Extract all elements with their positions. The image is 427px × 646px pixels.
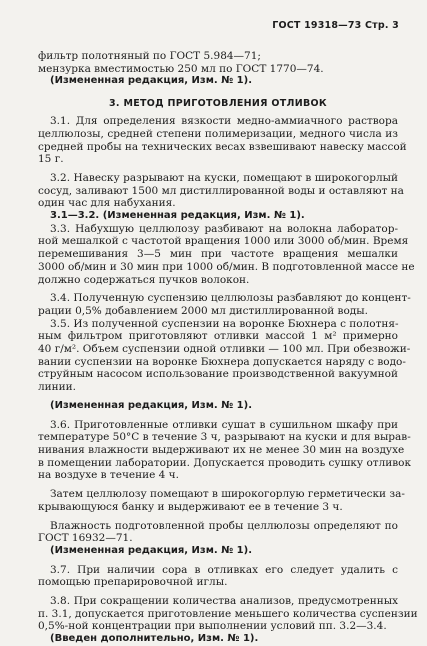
page-header: ГОСТ 19318—73 Стр. 3	[272, 20, 399, 31]
section-heading: 3. МЕТОД ПРИГОТОВЛЕНИЯ ОТЛИВОК	[109, 98, 327, 110]
amendment-note: (Измененная редакция, Изм. № 1).	[50, 544, 253, 556]
text-line: температуре 50°C в течение 3 ч, разрывают на куски и для вырав-	[38, 431, 411, 444]
text-line: 3.3. Набухшую целлюлозу разбивают на волокна лаборатор-	[50, 222, 398, 235]
text-line: 3000 об/мин и 30 мин при 1000 об/мин. В подготовленной массе не	[38, 260, 415, 273]
amendment-note: (Измененная редакция, Изм. № 1).	[50, 75, 253, 87]
text-line: один час для набухания.	[38, 197, 176, 210]
text-line: Затем целлюлозу помещают в широкогорлую герметически за-	[50, 488, 405, 501]
text-line: средней пробы на технических весах взвешивают навеску массой	[38, 140, 407, 153]
text-line: 3.6. Приготовленные отливки сушат в сушильном шкафу при	[50, 418, 398, 431]
text-line: 3.1. Для определения вязкости медно-аммиачного раствора	[50, 115, 398, 128]
text-line: линии.	[38, 381, 77, 394]
text-line: крывающуюся банку и выдерживают ее в течение 3 ч.	[38, 500, 343, 513]
document-body	[38, 50, 418, 646]
text-line: должно содержаться пучков волокон.	[38, 273, 250, 286]
text-line: фильтр полотняный по ГОСТ 5.984—71;	[38, 50, 261, 62]
amendment-note: (Измененная редакция, Изм. № 1).	[50, 399, 253, 411]
amendment-note: (Введен дополнительно, Изм. № 1).	[50, 633, 259, 645]
text-line: на воздухе в течение 4 ч.	[38, 469, 179, 482]
text-line: 3.5. Из полученной суспензии на воронке Бюхнера с полотня-	[50, 317, 399, 330]
text-line: 3.8. При сокращении количества анализов, предусмотренных	[50, 595, 398, 608]
text-line: 15 г.	[38, 153, 64, 166]
text-line: перемешивания 3—5 мин при частоте вращения мешалки	[38, 248, 398, 261]
text-line: 40 г/м². Объем суспензии одной отливки — 100 мл. При обезвожи-	[38, 343, 411, 356]
text-line: 3.7. При наличии сора в отливках его следует удалить с	[50, 563, 398, 576]
text-line: п. 3.1, допускается приготовление меньшего количества суспензии	[38, 607, 418, 620]
amendment-note: 3.1—3.2. (Измененная редакция, Изм. № 1).	[50, 210, 305, 222]
text-line: помощью препарировочной иглы.	[38, 576, 228, 589]
text-line: ГОСТ 16932—71.	[38, 532, 133, 545]
text-line: нивания влажности выдерживают их не менее 30 мин на воздухе	[38, 443, 405, 456]
text-line: мензурка вместимостью 250 мл по ГОСТ 1770—74.	[38, 62, 324, 75]
text-line: Влажность подготовленной пробы целлюлозы определяют по	[50, 519, 398, 532]
text-line: вании суспензии на воронке Бюхнера допускается наряду с водо-	[38, 355, 406, 368]
text-line: рации 0,5% добавлением 2000 мл дистиллированной воды.	[38, 304, 368, 317]
text-line: целлюлозы, средней степени полимеризации, медного числа из	[38, 127, 398, 140]
text-line: 0,5%-ной концентрации при выполнении условий пп. 3.2—3.4.	[38, 620, 387, 633]
text-line: ной мешалкой с частотой вращения 1000 или 3000 об/мин. Время	[38, 235, 409, 248]
text-line: в помещении лаборатории. Допускается проводить сушку отливок	[38, 456, 412, 469]
text-line: 3.4. Полученную суспензию целлюлозы разбавляют до концент-	[50, 292, 411, 305]
text-line: струйным насосом использование производственной вакуумной	[38, 368, 398, 381]
text-line: сосуд, заливают 1500 мл дистиллированной воды и оставляют на	[38, 184, 404, 197]
text-line: ным фильтром приготовляют отливки массой 1 м² примерно	[38, 330, 398, 343]
text-line: 3.2. Навеску разрывают на куски, помещают в широкогорлый	[50, 171, 398, 184]
